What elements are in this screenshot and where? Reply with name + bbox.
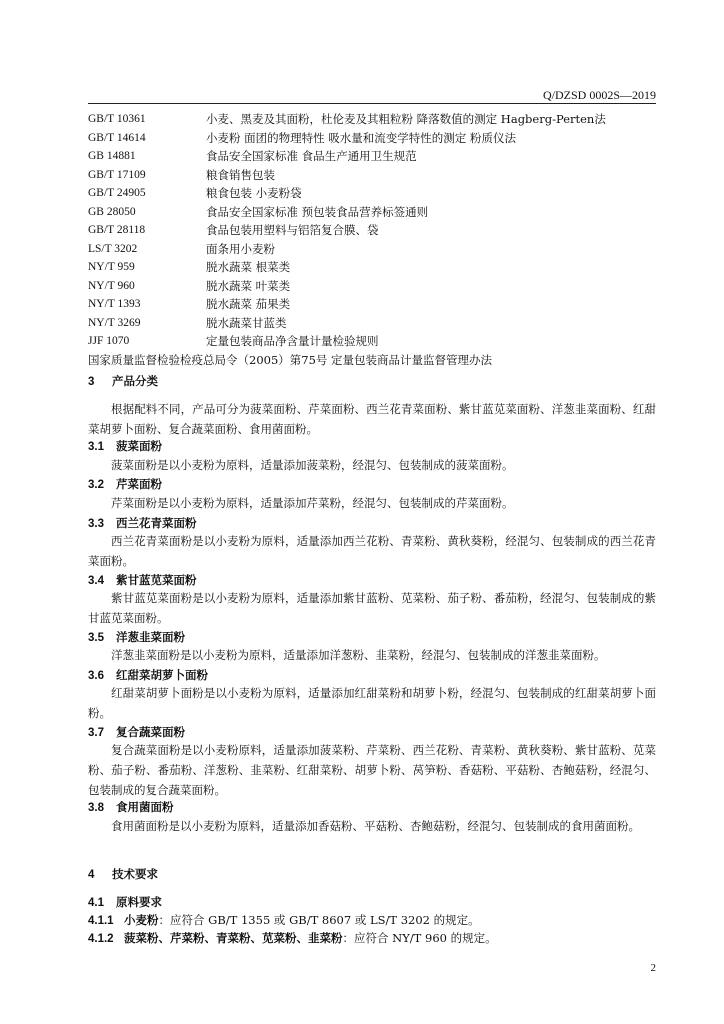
- reference-row: [88, 240, 658, 259]
- subsection-text-3-2: 芹菜面粉是以小麦粉为原料，适量添加芹菜粉，经混匀、包装制成的芹菜面粉。: [111, 496, 514, 510]
- subsection-number: 3.1: [88, 441, 104, 453]
- reference-row: [88, 166, 658, 185]
- subsection-text-3-5: 洋葱韭菜面粉是以小麦粉为原料，适量添加洋葱粉、韭菜粉，经混匀、包装制成的洋葱韭菜面粉。: [111, 648, 606, 662]
- reference-title: 食品包装用塑料与铝箔复合膜、袋: [206, 223, 379, 237]
- document-code: Q/DZSD 0002S—2019: [542, 88, 656, 102]
- subsection-heading-3-1: [88, 438, 162, 454]
- reference-code: GB/T 10361: [88, 113, 146, 125]
- subsection-text-3-1: 菠菜面粉是以小麦粉为原料，适量添加菠菜粉，经混匀、包装制成的菠菜面粉。: [111, 458, 514, 472]
- item-text: ：应符合 GB/T 1355 或 GB/T 8607 或 LS/T 3202 的规定。: [158, 913, 480, 927]
- reference-code: GB/T 14614: [88, 131, 146, 144]
- reference-row: [88, 258, 658, 277]
- subsection-text-3-7: 复合蔬菜面粉是以小麦粉原料，适量添加菠菜粉、芹菜粉、西兰花粉、青菜粉、黄秋葵粉、紫甘蓝粉、苋菜粉、茄子粉、番茄粉、洋葱粉、韭菜粉、红甜菜粉、胡萝卜粉、莴笋粉、香菇粉、平菇粉、杏鲍菇粉，经混匀、包装制成的复合蔬菜面粉。: [88, 743, 656, 797]
- item-number: 4.1.2: [88, 933, 114, 945]
- reference-code: NY/T 959: [88, 261, 135, 273]
- subsection-number: 3.7: [88, 727, 104, 739]
- reference-title: 小麦、黑麦及其面粉，杜伦麦及其粗粒粉 降落数值的测定 Hagberg-Perten法: [206, 112, 606, 126]
- reference-row: [88, 129, 658, 148]
- subsection-title: 红甜菜胡萝卜面粉: [116, 668, 208, 682]
- section-heading-3: [88, 373, 158, 389]
- reference-row: [88, 110, 658, 129]
- subsection-number: 3.3: [88, 518, 104, 530]
- subsection-heading-4-1: [88, 894, 162, 910]
- page-number: 2: [650, 962, 656, 974]
- item-label: 小麦粉: [124, 913, 159, 927]
- reference-title: 脱水蔬菜 茄果类: [206, 297, 291, 311]
- subsection-number: 3.2: [88, 479, 104, 491]
- reference-title: 粮食包装 小麦粉袋: [206, 186, 302, 200]
- subsection-heading-3-4: [88, 572, 197, 588]
- reference-row: [88, 295, 658, 314]
- reference-row: [88, 203, 658, 222]
- subsection-number: 3.4: [88, 575, 104, 587]
- reference-title: 定量包装商品净含量计量检验规则: [206, 334, 379, 348]
- reference-title: 面条用小麦粉: [206, 241, 275, 256]
- reference-code: GB 28050: [88, 205, 136, 218]
- subsection-number: 3.5: [88, 632, 104, 644]
- reference-row: [88, 332, 658, 351]
- reference-code: GB 14881: [88, 150, 136, 162]
- reference-code: NY/T 3269: [88, 316, 141, 329]
- subsection-heading-3-3: [88, 515, 197, 531]
- subsection-number: 3.6: [88, 670, 104, 682]
- reference-code: JJF 1070: [88, 335, 130, 347]
- reference-code: LS/T 3202: [88, 242, 138, 255]
- subsection-title: 复合蔬菜面粉: [116, 725, 185, 739]
- subsection-title: 洋葱韭菜面粉: [116, 630, 185, 644]
- subsection-heading-3-5: [88, 629, 185, 645]
- header-rule: [88, 103, 656, 104]
- reference-row: [88, 221, 658, 240]
- reference-regulation: 国家质量监督检验检疫总局令（2005）第75号 定量包装商品计量监督管理办法: [88, 352, 493, 367]
- subsection-number: 4.1: [88, 897, 104, 909]
- subsection-heading-3-8: [88, 799, 174, 815]
- reference-title: 小麦粉 面团的物理特性 吸水量和流变学特性的测定 粉质仪法: [206, 130, 516, 145]
- section-title: 产品分类: [112, 374, 158, 388]
- reference-row: [88, 277, 658, 296]
- item-text: ：应符合 NY/T 960 的规定。: [342, 931, 497, 945]
- subsection-heading-3-2: [88, 476, 162, 492]
- reference-title: 脱水蔬菜 根菜类: [206, 260, 291, 274]
- reference-row: [88, 184, 658, 203]
- reference-title: 脱水蔬菜 叶菜类: [206, 278, 291, 293]
- reference-row: [88, 314, 658, 333]
- subsection-title: 芹菜面粉: [116, 477, 162, 491]
- requirement-item-4-1-1: [88, 912, 480, 928]
- subsection-title: 菠菜面粉: [116, 439, 162, 453]
- reference-title: 食品安全国家标准 预包装食品营养标签通则: [206, 204, 429, 219]
- section-number: 4: [88, 869, 95, 881]
- subsection-text-3-8: 食用菌面粉是以小麦粉为原料，适量添加香菇粉、平菇粉、杏鲍菇粉，经混匀、包装制成的食用菌面粉。: [111, 819, 640, 833]
- reference-row: [88, 147, 658, 166]
- reference-title: 脱水蔬菜甘蓝类: [206, 315, 287, 330]
- subsection-title: 原料要求: [116, 895, 162, 909]
- subsection-title: 食用菌面粉: [116, 800, 174, 814]
- reference-code: GB/T 17109: [88, 168, 146, 181]
- reference-title: 粮食销售包装: [206, 167, 275, 182]
- requirement-item-4-1-2: [88, 930, 497, 946]
- reference-code: GB/T 24905: [88, 187, 146, 199]
- subsection-heading-3-6: [88, 667, 208, 683]
- item-label: 菠菜粉、芹菜粉、青菜粉、苋菜粉、韭菜粉: [124, 931, 343, 945]
- subsection-number: 3.8: [88, 802, 104, 814]
- subsection-text-3-6: 红甜菜胡萝卜面粉是以小麦粉为原料，适量添加红甜菜粉和胡萝卜粉，经混匀、包装制成的红甜菜胡萝卜面粉。: [88, 686, 656, 720]
- reference-code: GB/T 28118: [88, 224, 146, 236]
- section-heading-4: [88, 866, 158, 882]
- item-number: 4.1.1: [88, 915, 114, 927]
- subsection-title: 紫甘蓝苋菜面粉: [116, 573, 197, 587]
- normative-references: [88, 110, 658, 369]
- reference-title: 食品安全国家标准 食品生产通用卫生规范: [206, 149, 417, 163]
- reference-code: NY/T 1393: [88, 298, 141, 310]
- section-title: 技术要求: [112, 867, 158, 881]
- subsection-title: 西兰花青菜面粉: [116, 516, 197, 530]
- subsection-heading-3-7: [88, 724, 185, 740]
- section-3-intro: 根据配料不同，产品可分为菠菜面粉、芹菜面粉、西兰花青菜面粉、紫甘蓝苋菜面粉、洋葱韭菜面粉、红甜菜胡萝卜面粉、复合蔬菜面粉、食用菌面粉。: [88, 402, 656, 436]
- subsection-text-3-3: 西兰花青菜面粉是以小麦粉为原料，适量添加西兰花粉、青菜粉、黄秋葵粉，经混匀、包装制成的西兰花青菜面粉。: [88, 534, 656, 568]
- reference-code: NY/T 960: [88, 279, 135, 292]
- subsection-text-3-4: 紫甘蓝苋菜面粉是以小麦粉为原料，适量添加紫甘蓝粉、苋菜粉、茄子粉、番茄粉，经混匀、包装制成的紫甘蓝苋菜面粉。: [88, 591, 656, 625]
- section-number: 3: [88, 376, 95, 388]
